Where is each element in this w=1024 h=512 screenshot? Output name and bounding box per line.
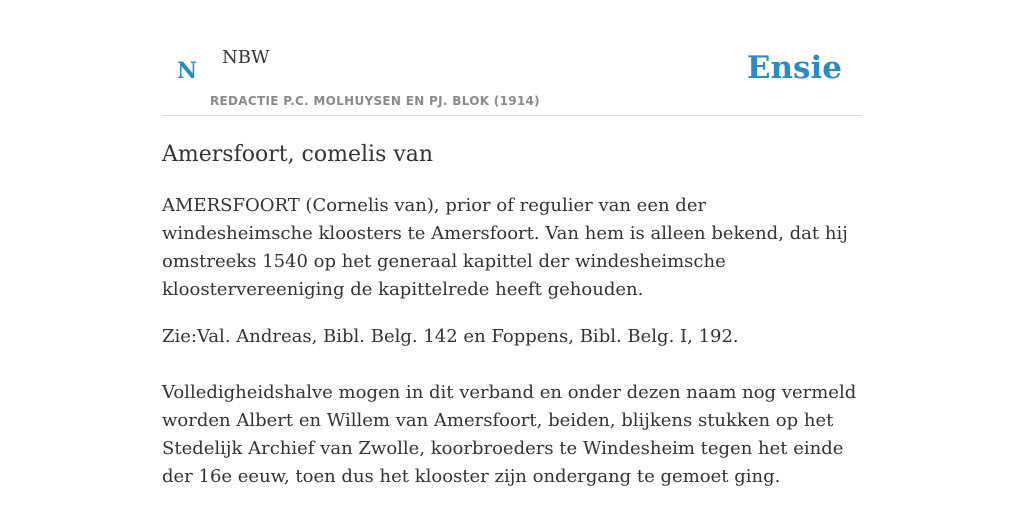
source-abbreviation[interactable]: NBW bbox=[222, 47, 270, 68]
article-title: Amersfoort, comelis van bbox=[162, 142, 434, 167]
source-full-name: REDACTIE P.C. MOLHUYSEN EN PJ. BLOK (1914) bbox=[210, 94, 540, 108]
source-logo-icon[interactable]: N bbox=[177, 58, 198, 84]
article-paragraph: Volledigheidshalve mogen in dit verband en onder dezen naam nog vermeld worden Albert en Willem van Amersfoort, beiden, blijkens stukken op het Stedelijk Archief van Zwolle, koorbroeders te Windesheim tegen het einde der 16e eeuw, toen dus het klooster zijn ondergang te gemoet ging. bbox=[162, 382, 857, 487]
article-paragraph: Zie:Val. Andreas, Bibl. Belg. 142 en Foppens, Bibl. Belg. I, 192. bbox=[162, 326, 739, 347]
article-page bbox=[162, 0, 862, 512]
article-paragraph: AMERSFOORT (Cornelis van), prior of regulier van een der windesheimsche kloosters te Amersfoort. Van hem is alleen bekend, dat hij omstreeks 1540 op het generaal kapittel der windesheimsche kloostervereeniging de kapittelrede heeft gehouden. bbox=[162, 195, 848, 300]
ensie-logo[interactable]: Ensie bbox=[746, 50, 842, 86]
source-header bbox=[162, 0, 862, 116]
